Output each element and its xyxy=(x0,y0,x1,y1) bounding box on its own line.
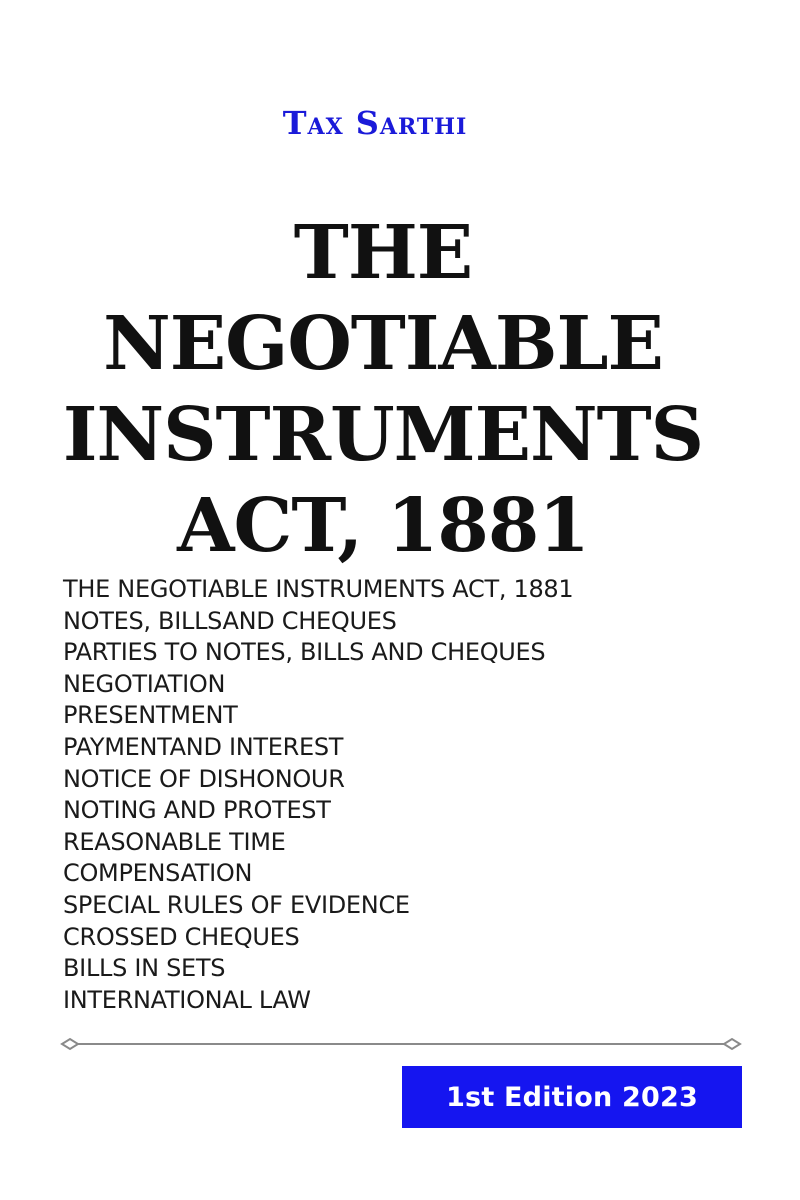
contents-item: INTERNATIONAL LAW xyxy=(63,985,311,1014)
contents-item: SPECIAL RULES OF EVIDENCE xyxy=(63,890,410,919)
contents-item: PAYMENTAND INTEREST xyxy=(63,732,344,761)
contents-item: COMPENSATION xyxy=(63,859,253,888)
contents-item: NOTES, BILLSAND CHEQUES xyxy=(63,606,397,635)
contents-item: CROSSED CHEQUES xyxy=(63,922,300,951)
contents-item: NEGOTIATION xyxy=(63,669,226,698)
title-line: INSTRUMENTS xyxy=(62,392,704,478)
publisher-name: Tax Sarthi xyxy=(282,104,468,142)
title-line: ACT, 1881 xyxy=(177,483,589,569)
contents-item: BILLS IN SETS xyxy=(63,954,226,983)
edition-label: 1st Edition 2023 xyxy=(446,1081,698,1113)
contents-list xyxy=(63,574,573,1016)
contents-item: PARTIES TO NOTES, BILLS AND CHEQUES xyxy=(63,638,546,667)
contents-item: THE NEGOTIABLE INSTRUMENTS ACT, 1881 xyxy=(63,575,574,603)
contents-item: NOTICE OF DISHONOUR xyxy=(63,764,345,793)
contents-item: NOTING AND PROTEST xyxy=(63,796,331,825)
title-line: THE xyxy=(293,210,473,296)
diamond-right-icon xyxy=(724,1039,740,1049)
title-line: NEGOTIABLE xyxy=(103,301,663,387)
contents-item: REASONABLE TIME xyxy=(63,827,286,856)
ornamental-divider xyxy=(60,1036,742,1052)
contents-item: PRESENTMENT xyxy=(63,701,238,730)
edition-badge xyxy=(402,1066,742,1128)
diamond-left-icon xyxy=(62,1039,78,1049)
book-title xyxy=(0,208,766,572)
